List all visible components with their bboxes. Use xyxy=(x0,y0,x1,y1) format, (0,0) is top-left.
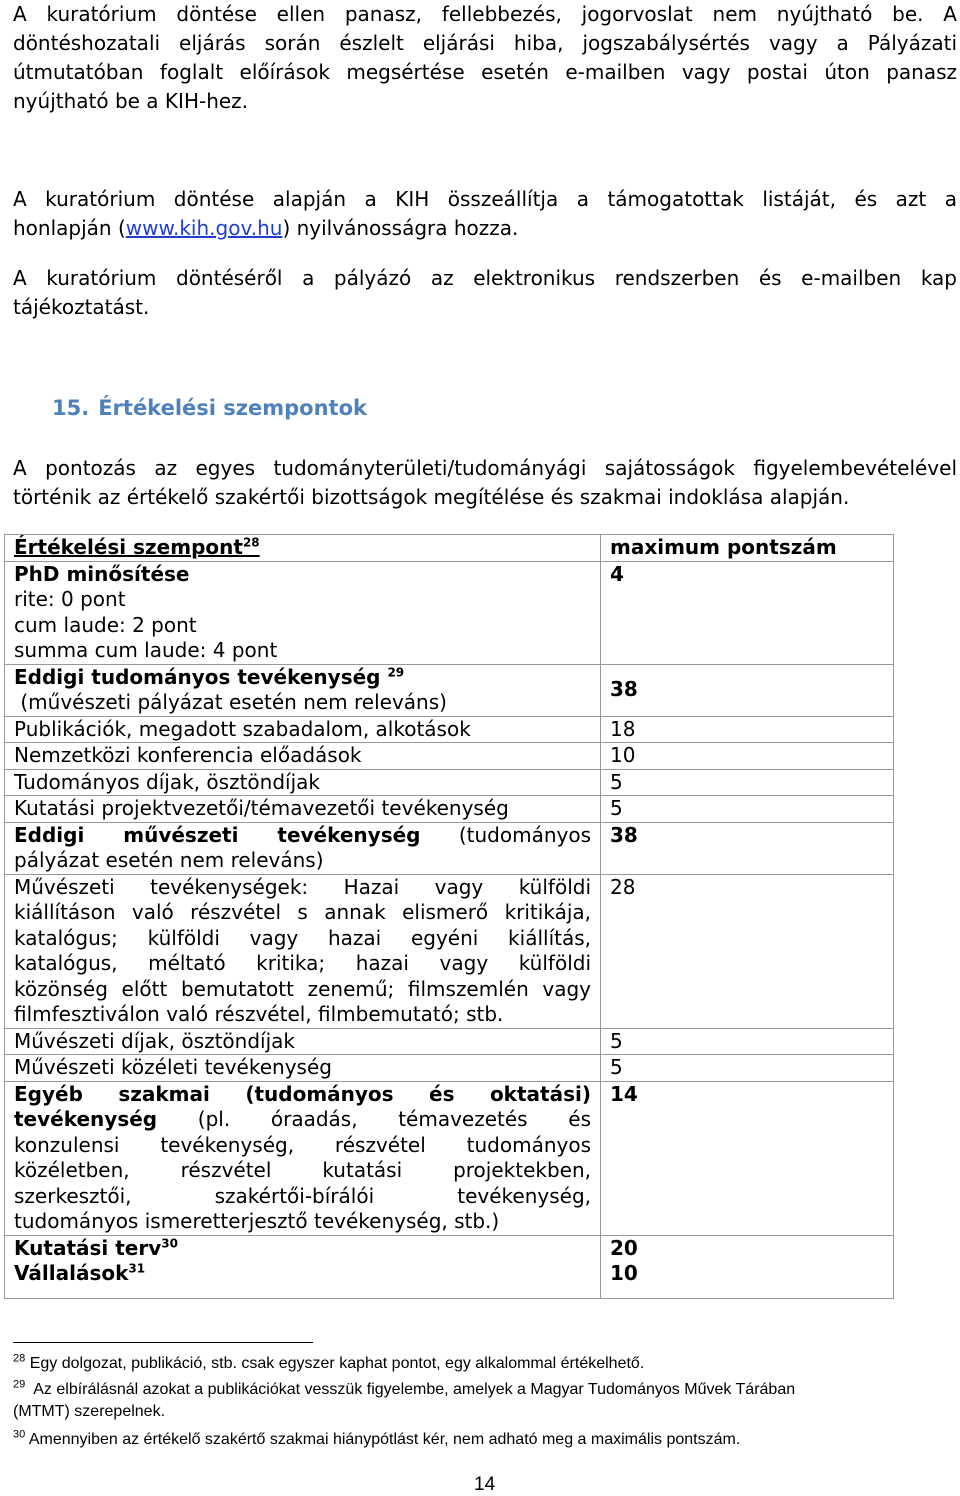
text-line: történik az értékelő szakértői bizottságok megítélése és szakmai indoklása alapján. xyxy=(13,485,850,509)
text-line: A kuratórium döntéséről a pályázó az elektronikus rendszerben és e-mailben kap xyxy=(13,266,957,290)
criterion-cell: Tudományos díjak, ösztöndíjak xyxy=(5,769,601,796)
footnote-ref: 29 xyxy=(387,664,405,679)
criterion-title: PhD minősítése xyxy=(14,561,190,586)
text-line: közönség előtt bemutatott zenemű; filmszemlén vagy xyxy=(14,976,591,1001)
text-line: közéletben, részvétel kutatási projektekben, xyxy=(14,1158,591,1182)
table-row xyxy=(5,1028,894,1055)
max-points-cell: 5 xyxy=(601,1028,894,1055)
footnote-separator xyxy=(13,1342,313,1343)
footnote-ref: 30 xyxy=(161,1235,178,1250)
footnote-ref: 28 xyxy=(242,535,260,550)
text-fragment: (tudományos xyxy=(458,822,591,847)
footnote-text-continued: (MTMT) szerepelnek. xyxy=(13,1403,166,1420)
footnote-number: 30 xyxy=(13,1428,26,1441)
table-row xyxy=(5,1055,894,1082)
footnote-number: 28 xyxy=(13,1352,26,1365)
criterion-cell: Publikációk, megadott szabadalom, alkotások xyxy=(5,716,601,743)
footnote xyxy=(13,1429,948,1451)
max-points-cell: 10 xyxy=(601,1261,894,1299)
criterion-cell xyxy=(5,874,601,1028)
text-line: kiállításon való részvétel s annak elismerő kritikája, xyxy=(14,900,591,924)
max-points-cell: 38 xyxy=(601,822,894,874)
section-heading xyxy=(52,396,367,420)
text-line: filmfesztiválon való részvétel, filmbemutató; stb. xyxy=(14,1002,504,1026)
criterion-detail: (művészeti pályázat esetén nem releváns) xyxy=(14,690,447,714)
max-points-cell: 18 xyxy=(601,716,894,743)
text-line: nyújtható be a KIH-hez. xyxy=(13,89,249,113)
text-line: tájékoztatást. xyxy=(13,295,150,319)
text-line: A kuratórium döntése ellen panasz, fellebbezés, jogorvoslat nem nyújtható be. A xyxy=(13,2,957,26)
text-fragment: honlapján ( xyxy=(13,216,126,240)
criterion-cell: Kutatási projektvezetői/témavezetői tevékenység xyxy=(5,796,601,823)
text-line: konzulensi tevékenység, részvétel tudományos xyxy=(14,1132,591,1157)
criterion-cell: Művészeti díjak, ösztöndíjak xyxy=(5,1028,601,1055)
criterion-cell xyxy=(5,664,601,716)
max-points-cell: 4 xyxy=(601,561,894,664)
max-points-cell: 5 xyxy=(601,796,894,823)
text-line: tudományos ismeretterjesztő tevékenység, stb.) xyxy=(14,1209,500,1233)
max-points-cell: 5 xyxy=(601,769,894,796)
criterion-detail: rite: 0 pont xyxy=(14,587,126,611)
section-number: 15. xyxy=(52,396,90,420)
max-points-cell: 14 xyxy=(601,1081,894,1235)
intro-paragraph-complaint xyxy=(13,0,957,116)
table-header-row xyxy=(5,535,894,562)
criterion-cell xyxy=(5,1081,601,1235)
criterion-detail: cum laude: 2 pont xyxy=(14,612,197,637)
text-line: szerkesztői, szakértői-bírálói tevékenység, xyxy=(14,1183,591,1208)
text-line xyxy=(14,1107,591,1133)
footnote-number: 29 xyxy=(13,1378,26,1391)
text-line: katalógus, méltató kritika; hazai vagy külföldi xyxy=(14,951,591,975)
header-max-points: maximum pontszám xyxy=(601,535,894,562)
table-row-scientific xyxy=(5,664,894,716)
table-row xyxy=(5,743,894,770)
footnote xyxy=(13,1353,948,1375)
footnote-ref: 31 xyxy=(128,1261,146,1276)
criterion-title: Eddigi művészeti tevékenység xyxy=(14,822,421,847)
max-points-cell: 10 xyxy=(601,743,894,770)
intro-paragraph-publication xyxy=(13,185,957,243)
criterion-detail: summa cum laude: 4 pont xyxy=(14,638,278,662)
max-points-cell: 28 xyxy=(601,874,894,1028)
criterion-title-text: Eddigi tudományos tevékenység xyxy=(14,664,381,689)
section-intro-paragraph xyxy=(13,454,957,512)
kih-website-link[interactable]: www.kih.gov.hu xyxy=(125,216,283,240)
table-row xyxy=(5,796,894,823)
text-line: Művészeti tevékenységek: Hazai vagy külföldi xyxy=(14,874,591,899)
criterion-cell xyxy=(5,1261,601,1299)
criterion-detail: pályázat esetén nem releváns) xyxy=(14,848,324,872)
header-criterion xyxy=(5,535,601,562)
table-row-artistic xyxy=(5,822,894,874)
text-line xyxy=(13,214,957,243)
table-row-artistic-activities xyxy=(5,874,894,1028)
text-fragment: (pl. óraadás, témavezetés és xyxy=(157,1107,591,1131)
table-row-other-professional xyxy=(5,1081,894,1235)
table-row-commitments xyxy=(5,1261,894,1299)
criterion-cell xyxy=(5,561,601,664)
footnote-text: Az elbírálásnál azokat a publikációkat vesszük figyelembe, amelyek a Magyar Tudományos Művek Tárában xyxy=(25,1381,796,1398)
criterion-cell xyxy=(5,822,601,874)
table-row xyxy=(5,769,894,796)
criterion-title: Egyéb szakmai (tudományos és oktatási) xyxy=(14,1081,591,1106)
table-row xyxy=(5,716,894,743)
criterion-cell: Művészeti közéleti tevékenység xyxy=(5,1055,601,1082)
criterion-title: Kutatási terv xyxy=(14,1235,162,1260)
criterion-title: Vállalások xyxy=(14,1261,129,1285)
evaluation-criteria-table xyxy=(4,534,894,1299)
criterion-cell xyxy=(5,1235,601,1261)
section-title: Értékelési szempontok xyxy=(98,396,367,420)
table-row-research-plan xyxy=(5,1235,894,1261)
criterion-title xyxy=(14,665,591,691)
max-points-cell: 5 xyxy=(601,1055,894,1082)
footnote xyxy=(13,1379,948,1423)
text-line: útmutatóban foglalt előírások megsértése esetén e-mailben vagy postai úton panasz xyxy=(13,60,957,84)
criterion-title: tevékenység xyxy=(14,1107,158,1131)
max-points-cell: 20 xyxy=(601,1235,894,1261)
text-line: katalógus; külföldi vagy hazai egyéni kiállítás, xyxy=(14,925,591,950)
table-row-phd xyxy=(5,561,894,664)
text-line: A pontozás az egyes tudományterületi/tudományági sajátosságok figyelembevételével xyxy=(13,456,957,480)
text-fragment: ) nyilvánosságra hozza. xyxy=(282,216,519,240)
page-number: 14 xyxy=(474,1474,496,1495)
max-points-cell: 38 xyxy=(601,664,894,716)
footnote-text: Egy dolgozat, publikáció, stb. csak egyszer kaphat pontot, egy alkalommal értékelhető. xyxy=(25,1355,645,1372)
text-line xyxy=(14,823,591,849)
header-criterion-label: Értékelési szempont xyxy=(14,535,243,559)
text-line: A kuratórium döntése alapján a KIH összeállítja a támogatottak listáját, és azt a xyxy=(13,187,957,211)
text-line: döntéshozatali eljárás során észlelt eljárási hiba, jogszabálysértés vagy a Pályázati xyxy=(13,31,957,55)
criterion-cell: Nemzetközi konferencia előadások xyxy=(5,743,601,770)
intro-paragraph-notification xyxy=(13,264,957,322)
footnote-text: Amennyiben az értékelő szakértő szakmai hiánypótlást kér, nem adható meg a maximális pontszám. xyxy=(25,1431,741,1448)
